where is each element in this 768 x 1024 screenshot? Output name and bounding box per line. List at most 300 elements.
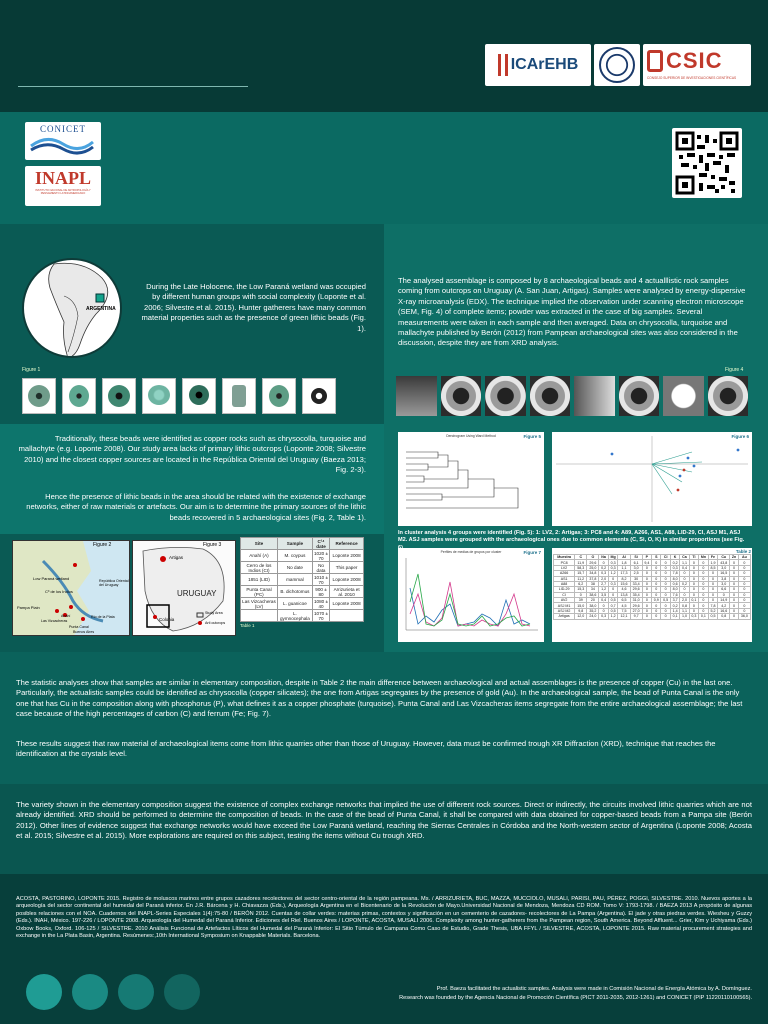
- table-header-cell: Fe: [708, 555, 717, 560]
- table-cell: LV2: [554, 565, 575, 570]
- table-cell: 3,7: [670, 598, 679, 603]
- table-row: [241, 574, 364, 586]
- table-cell: ASJ M2: [554, 608, 575, 613]
- sem-image: [530, 376, 571, 416]
- table-cell: 0: [738, 587, 750, 592]
- table-cell: 0: [730, 571, 739, 576]
- table-header-cell: O: [587, 555, 599, 560]
- bead-image: [182, 378, 216, 414]
- qr-code[interactable]: [672, 128, 742, 198]
- table-cell: 31,0: [630, 598, 642, 603]
- table-cell: 0: [652, 592, 661, 597]
- table-cell: 1,2: [608, 614, 618, 619]
- conicet-wave-icon: [27, 134, 97, 156]
- figure1-beads: [22, 378, 368, 416]
- table-cell: CI: [554, 592, 575, 597]
- table-cell: M. coypus: [277, 550, 312, 562]
- table-cell: 0: [652, 603, 661, 608]
- table-cell: 0: [642, 603, 651, 608]
- table-cell: 0: [689, 565, 698, 570]
- table-cell: 0: [730, 603, 739, 608]
- table-header-cell: Cu: [718, 555, 730, 560]
- table-cell: 0: [642, 581, 651, 586]
- table-cell: Loponte 2008: [330, 598, 364, 610]
- conicet-logo: CONICET: [25, 122, 101, 160]
- table-cell: 2,7: [599, 581, 608, 586]
- table-cell: 14,9: [718, 598, 730, 603]
- table-cell: 0: [689, 587, 698, 592]
- seal-icon: [599, 47, 635, 83]
- figure5-dendrogram: Dendrogram Using Ward Method Figure 5: [398, 432, 544, 526]
- table-cell: 13,8: [618, 592, 630, 597]
- table-cell: 12,0: [575, 614, 587, 619]
- table-cell: 0,3: [689, 614, 698, 619]
- table-cell: 0: [680, 592, 689, 597]
- table-cell: 0: [680, 587, 689, 592]
- table-cell: 0,4: [599, 598, 608, 603]
- table-cell: 0: [699, 592, 709, 597]
- table-cell: 0: [661, 565, 670, 570]
- table-cell: 1070 ± 70: [314, 610, 329, 621]
- table-cell: 1010 ± 70: [314, 574, 329, 585]
- table-cell: [330, 610, 364, 622]
- table-cell: 25,0: [587, 565, 599, 570]
- table-cell: 0: [699, 587, 709, 592]
- table-cell: 0: [599, 608, 608, 613]
- table-cell: 0,5: [661, 598, 670, 603]
- table-cell: 0,5: [608, 598, 618, 603]
- table-cell: 0,8: [680, 603, 689, 608]
- discussion-text: The variety shown in the elementary composition suggest the existence of complex exchange networks that implied the use of different rock sources. Direct or indirectly, the circuits involved lithic quarries which are not already identified. XRD should be performed to determine the composition of beads. In the case of the bead of Punta Canal, it shall be compared with data obtained for copper-based beads from a Pampa site (Berón 2012). Other lines of evidence suggest that exchange networks would have exceed the Low Paraná wetland, reaching the Sierras Centrales in Córdoba and the North-western sector of Argentina (Loponte 2008; Acosta et al. 2015; Silvestre et al. 2015). More explorations are required on this subject, testing the items without Cu trough XRD.: [16, 800, 752, 841]
- table-cell: 43,8: [718, 560, 730, 565]
- table-cell: 0,5: [708, 614, 717, 619]
- table-header-cell: Zn: [730, 555, 739, 560]
- table-cell: 0,8: [718, 614, 730, 619]
- table-cell: 0: [661, 576, 670, 581]
- table-cell: 15,0: [575, 603, 587, 608]
- table-cell: AV2: [554, 598, 575, 603]
- table-header-cell: P: [642, 555, 651, 560]
- bead-image: [22, 378, 56, 414]
- methods-text: The analysed assemblage is composed by 8 archaeological beads and 4 actualllistic rock samples coming from outcrops on Uruguay (A. San Juan, Artigas). Samples were analysed by energy-dispersive X-ray microanalysis (EDX). The technique implied the observation under scanning electron microscope (SEM, Fig. 4) of complete items; powder was extracted in the case of big samples. Several measurements were taken in each sample and then averaged. Data on chrysocolla, turquoise and mallachyte published by Berón (2012) from Pampean archaeological sites was also considered in the discussion, despite they are from XRD analysis.: [398, 276, 746, 348]
- table-cell: 1,1: [618, 565, 630, 570]
- profile-svg: [398, 554, 544, 638]
- table-cell: 3,8: [718, 576, 730, 581]
- table-cell: LID-29: [554, 587, 575, 592]
- figure3-map: Figure 3 Artigas URUGUAY Colonia Study Area Arti outcrops: [132, 540, 236, 636]
- table-cell: 0: [738, 560, 750, 565]
- table-cell: 35,4: [630, 592, 642, 597]
- table-cell: 0: [680, 576, 689, 581]
- table-cell: 0: [699, 603, 709, 608]
- table-cell: 29,6: [630, 587, 642, 592]
- table-cell: 0: [642, 614, 651, 619]
- table-cell: 0: [689, 592, 698, 597]
- bead-image: [102, 378, 136, 414]
- table-cell: 0: [652, 587, 661, 592]
- table1: Site Sample C¹⁴ date Reference Anahí (A) M. coypus 1020 ± 70 Loponte 2008 Cerro de los Indios (CI) No date No data This paper 1851 (LID) mammal 1010 ± 70 Loponte 2008 Punta Canal (PC) B. dichotomus 900 ± 80 Arrizurieta et al. 2010 Las Vizcacheras (LV) L. guanicoe 1080 ± 40 Loponte 2008 L. gymnocephala 1070 ± 70 Table 1: [240, 537, 364, 628]
- table-cell: 0: [738, 565, 750, 570]
- table-cell: 1,8: [618, 560, 630, 565]
- table-cell: 0: [652, 608, 661, 613]
- table-cell: 24,0: [587, 614, 599, 619]
- table-header-cell: Au: [738, 555, 750, 560]
- table-cell: 1080 ± 40: [314, 598, 329, 609]
- table-cell: 0: [599, 603, 608, 608]
- icarehb-logo: ICArEHB: [485, 44, 591, 86]
- table-cell: 0: [661, 587, 670, 592]
- table-cell: 2,0: [680, 598, 689, 603]
- table-cell: 4,5: [618, 603, 630, 608]
- decorative-circle: [26, 974, 62, 1010]
- table-cell: 0: [652, 581, 661, 586]
- table-cell: 0: [642, 598, 651, 603]
- table-cell: 0: [661, 581, 670, 586]
- table-cell: 5,2: [708, 608, 717, 613]
- table-cell: 8,2: [618, 576, 630, 581]
- table-cell: 0,3: [608, 581, 618, 586]
- cluster-caption: In cluster analysis 4 groups were identified (Fig. 5): 1: LV2, 2: Artigas; 3: PC8 and 4: A89, A266, AS1, A88, LID-29, CI, ASJ M1, ASJ M2. ASJ samples were grouped with the archaeological ones due to common elements (C, Si, O, K) in similar proportions (see Fig.: [398, 530, 745, 544]
- table-cell: 0: [652, 565, 661, 570]
- table-header-cell: Muestra: [554, 555, 575, 560]
- sem-image: [441, 376, 482, 416]
- table-cell: 4,6: [618, 587, 630, 592]
- table-cell: L. gymnocephala: [277, 610, 312, 622]
- table-header-cell: Ti: [689, 555, 698, 560]
- table-cell: 0: [708, 576, 717, 581]
- csic-mark-icon: [647, 50, 663, 72]
- table-cell: 0: [730, 565, 739, 570]
- table-cell: 0: [730, 592, 739, 597]
- table-row: [554, 614, 751, 619]
- table-cell: 0: [661, 571, 670, 576]
- table-cell: 1,2: [599, 587, 608, 592]
- table-cell: 37,8: [587, 576, 599, 581]
- table-cell: 0,3: [599, 571, 608, 576]
- table-cell: 7,6: [670, 592, 679, 597]
- table-row: [241, 598, 364, 610]
- table-cell: 38: [587, 581, 599, 586]
- table-cell: 3,5: [599, 592, 608, 597]
- table-cell: 0: [642, 571, 651, 576]
- table-cell: 1020 ± 70: [314, 550, 329, 561]
- sem-image: [663, 376, 704, 416]
- table-cell: 0,7: [608, 603, 618, 608]
- table-cell: 0: [708, 581, 717, 586]
- table-header-cell: Al: [618, 555, 630, 560]
- table-cell: 3,0: [630, 565, 642, 570]
- table-cell: 0,9: [652, 598, 661, 603]
- table-cell: 0: [661, 608, 670, 613]
- table-cell: 0,6: [670, 581, 679, 586]
- figure6-pca: Figure 6: [552, 432, 752, 526]
- table-cell: No data: [312, 562, 329, 574]
- table-cell: 1,1: [680, 608, 689, 613]
- table-cell: 0: [642, 587, 651, 592]
- table-cell: 16,6: [718, 608, 730, 613]
- figure7-chart: Perfiles de medias de grupos por cluster Figure 7: [398, 548, 544, 642]
- table-cell: 2,0: [599, 576, 608, 581]
- table-cell: Las Vizcacheras (LV): [242, 598, 276, 609]
- table-cell: 29,6: [587, 560, 599, 565]
- table-cell: B. dichotomus: [277, 586, 312, 598]
- table-cell: 0: [708, 592, 717, 597]
- table-cell: 38,6: [587, 592, 599, 597]
- table-cell: ASJ M1: [554, 603, 575, 608]
- table-cell: 0: [661, 592, 670, 597]
- acknowledgement-1: Prof. Baeza facilitated the actualistic samples. Analysis were made in Comisión Nacional de Energía Atómica by A. Domínguez.: [436, 986, 752, 992]
- table-cell: 1,0: [680, 614, 689, 619]
- table-header-cell: Mn: [699, 555, 709, 560]
- table-cell: 12,1: [618, 614, 630, 619]
- table-cell: 6,1: [630, 560, 642, 565]
- table-cell: 34: [587, 587, 599, 592]
- table-cell: 7,5: [618, 608, 630, 613]
- table-cell: 16,5: [718, 571, 730, 576]
- table-cell: 0: [661, 614, 670, 619]
- sem-image: [619, 376, 660, 416]
- table-cell: 0: [738, 603, 750, 608]
- table-cell: 0: [652, 576, 661, 581]
- table-cell: 15,6: [618, 581, 630, 586]
- references-text: ACOSTA, PASTORINO, LOPONTE 2015. Registro de moluscos marinos entre grupos cazadores recolectores del sector centro-oriental de la región pampeana. Ms. / ARRIZURIETA, BUC, MAZZA, MUCCIOLO, MUSALI, PARISI, PAU, PÉREZ, POGGI, SILVESTRE. 2010. Nuevos aportes a la arqueología del sector continental del humedal del Paraná inferior. En J.R. Bárcena y H. Chiavazza (Eds.), Arqueología Argentina en el Bicentenario de la Revolución de Mayo.Universidad Nacional de Mendoza, Mendoza CD ROM. Tomo V: 1793-1798. / BAEZA 2013 A propósito de algunas posibles relaciones con el NOA. Cuadernos del INAPL-Series Especiales 1(4):75-80 / BERÓN 2012. Cuentas de collar verdes: materias primas, contextos y significación en un cementerio de cazadores- recolectores de La Pampa (Argentina). El jade y otras piedras verdes. Wiesheu y Guzzy (Eds.). INAH, México. 197-226 / LOPONTE 2008. Arqueología del Humedal del Paraná Inferior. Ediciones del Riel. Buenos Aires / LOPONTE, ACOSTA, MUSALI 2006. Complexity among hunter-gatherers from the Pampean region, South America. Beyond Affluent... Grier, Kim y Uchiyama (Eds.) Oxbow Books, Oxford. 106-125 / SILVESTRE. 2010 Análisis Funcional de Artefactos Líticos del Humedal del Paraná Inferior: El Sitio Túmulo de Campana Como Caso de Estudio, Grade Thesis, UBA FFYL / SILVESTRE, ACOSTA, LOPONTE 2015. Raw material procurement strategies and exchange in the La Plata Basin, Argentina. Resúmenes:,10th International Symposium on Knappable Materials. Barcelona.: [16, 896, 752, 940]
- table-cell: L. guanicoe: [277, 598, 312, 610]
- table-cell: 0: [730, 560, 739, 565]
- pca-svg: [552, 432, 752, 526]
- table-header-cell: Ca: [680, 555, 689, 560]
- table-cell: 6,6: [718, 587, 730, 592]
- table-cell: 0: [718, 592, 730, 597]
- bead-image: [262, 378, 296, 414]
- table-cell: 0: [738, 576, 750, 581]
- table-cell: 0: [738, 571, 750, 576]
- table-cell: 7,8: [670, 571, 679, 576]
- table-cell: 11,9: [575, 560, 587, 565]
- table-cell: Punta Canal (PC): [241, 586, 278, 598]
- table-cell: 29,6: [630, 603, 642, 608]
- table-cell: 1,1: [680, 560, 689, 565]
- table-cell: Arrizurieta et al. 2010: [330, 586, 364, 598]
- table-cell: 0: [730, 608, 739, 613]
- table-cell: 0: [730, 576, 739, 581]
- results-text-1: The statistic analyses show that samples are similar in elementary composition, despite in Table 2 the main difference between archaeological and actual assemblages is the presence of copper (Cu) in the last one. Particularly, the actualistic samples could be identified as chrysocolla (copper silicates); the one from Artigas segregates by the presence of gold (Au). In the archaeological sample, the bead of Punta Canal is the only one that has Cu in the composition along with phosphorus (P), what defines it as a copper phosphate (turquoise). Punta Canal and Las Vizcacheras items segregate from the entire archaeological assemblage; the last case because of the high percentages of carbon (C) and ferrum (Fe; Fig. 7).: [16, 678, 743, 719]
- table-cell: 0: [730, 614, 739, 619]
- table-cell: No date: [277, 562, 312, 574]
- bead-image: [302, 378, 336, 414]
- table-cell: 0: [642, 565, 651, 570]
- csic-logo: CSIC CONSEJO SUPERIOR DE INVESTIGACIONES CIENTÍFICAS: [643, 44, 751, 86]
- table-cell: 0: [689, 608, 698, 613]
- table-header-cell: Na: [599, 555, 608, 560]
- table2: Table 2 Muestra C O Na Mg Al Si P S Cl K Ca Ti Mn Fe Cu Zn Au PC8 11,9 29,6 0 0,3 1,8 6,1 9,4 0 0 0,2 1,1 0 0 1,9 43,8 0 0 LV2 58,3 25,0 0,2 0,3 1,1 3,0 0 0 0 0,3 0,4 0 0 8,5 3,0 0 0 A266 15,7 34,8 0,3 1,2 17,3 2,5 0 0 0 7,8 0 0 0 0 16,5 0 0 AS1 11,2 37,8 2,0 0 8,2 30 0 0 0 8,0 0 0 0 0 3,8 0 0 A88 6,2 38 2,7 0,3 15,6 33,4 0 0 0 0,6 0,2 0 0 0 3,0 0 0 LID-29 15,3 34 1,2 0 4,6 29,6 0 0 0 8,0 0 0 0 0 6,6 0 0 CI 0 38,6 3,5 0 13,8 35,4 0 0 0 7,6 0 0 0 0 0 0 0 AV2 39 20 0,4 0,5 6,5 31,0 0 0,9 0,5 3,7 2,0 0,1 0 0 14,9 0 0 ASJ M1 15,0 38,0 0 0,7 4,5 29,6 0 0 0 0,2 0,8 0 0 7,8 4,2 0 0 ASJ M2 9,8 35,2 0 0,5 7,5 27,0 0 0 0 1,4 1,1 0 0 5,2 16,6 0 0 Artigas 12,0 24,0 0,3 1,2 12,1 9,7 0 0 0 0,1 1,0 0,3 0,1 0,5 0,8 0 36,0: [552, 548, 752, 642]
- table-cell: A266: [554, 571, 575, 576]
- traditionally-text: Traditionally, these beads were identified as copper rocks such as chrysocolla, turquoise and mallachyte (e.g. Loponte 2008). Our study area lacks of primary lithic outcrops (Loponte 2008; Silvestre 2010) and the closest copper sources are located in the República Oriental del Uruguay (Baeza 2013; Fig. 2-3).: [18, 434, 366, 475]
- figure4-label: Figure 4: [725, 367, 744, 373]
- table-cell: 0: [699, 608, 709, 613]
- table-cell: 0: [699, 598, 709, 603]
- table-header-cell: Si: [630, 555, 642, 560]
- table-cell: 0: [689, 581, 698, 586]
- table-cell: 0: [661, 603, 670, 608]
- table-cell: 1,9: [708, 560, 717, 565]
- table-cell: 3,0: [718, 581, 730, 586]
- table-cell: 36,0: [738, 614, 750, 619]
- bead-image: [222, 378, 256, 414]
- table-cell: 34,8: [587, 571, 599, 576]
- table-cell: 0: [699, 565, 709, 570]
- table-cell: 0: [708, 598, 717, 603]
- table-cell: 0: [652, 560, 661, 565]
- table-cell: 0,3: [599, 614, 608, 619]
- map-inset: ARGENTINA: [22, 258, 122, 358]
- figure1-label: Figure 1: [22, 367, 41, 373]
- table-cell: 0: [608, 592, 618, 597]
- table-cell: mammal: [277, 574, 312, 586]
- table-cell: 0,5: [608, 608, 618, 613]
- dendrogram-svg: [398, 438, 544, 522]
- table-cell: 7,8: [708, 603, 717, 608]
- table-cell: 0: [608, 576, 618, 581]
- table-cell: 27,0: [630, 608, 642, 613]
- table-cell: 0: [680, 571, 689, 576]
- table-cell: 38,0: [587, 603, 599, 608]
- table-cell: 0: [642, 576, 651, 581]
- table-cell: 0: [699, 576, 709, 581]
- table-cell: 8,0: [670, 587, 679, 592]
- table-cell: 0: [689, 576, 698, 581]
- table-cell: 0: [738, 581, 750, 586]
- qr-icon: [675, 131, 739, 195]
- table-cell: 0: [575, 592, 587, 597]
- table-cell: Loponte 2008: [330, 550, 364, 562]
- table-cell: 1851 (LID): [241, 574, 278, 586]
- logo-band: [0, 112, 768, 224]
- table-cell: 0,4: [680, 565, 689, 570]
- table-row: [241, 586, 364, 598]
- table-cell: 0: [599, 560, 608, 565]
- table-cell: 1,4: [670, 608, 679, 613]
- figure4-sem: [396, 376, 748, 416]
- table-cell: AS1: [554, 576, 575, 581]
- table-cell: 0: [699, 571, 709, 576]
- table-cell: 0,2: [599, 565, 608, 570]
- table-cell: 0: [699, 581, 709, 586]
- table-cell: 9,4: [642, 560, 651, 565]
- table-cell: 900 ± 80: [312, 586, 329, 598]
- table-cell: 0: [652, 571, 661, 576]
- decorative-circle: [72, 974, 108, 1010]
- table-cell: Anahí (A): [241, 550, 278, 562]
- table-cell: 33,4: [630, 581, 642, 586]
- table-cell: 4,2: [718, 603, 730, 608]
- table-cell: 35,2: [587, 608, 599, 613]
- decorative-circle: [164, 974, 200, 1010]
- results-text-2: These results suggest that raw material of archaeological items come from lithic quarries other than those of Uruguay. However, data must be confirmed trough XR Diffraction (XRD), technique that reaches the identification at the crystals level.: [16, 739, 716, 759]
- table-cell: 39: [575, 598, 587, 603]
- table-header-cell: Mg: [608, 555, 618, 560]
- table-cell: 0: [708, 571, 717, 576]
- table-cell: 58,3: [575, 565, 587, 570]
- table-cell: Loponte 2008: [330, 574, 364, 586]
- table-cell: 3,0: [718, 565, 730, 570]
- table-cell: 2,5: [630, 571, 642, 576]
- table-cell: 0,3: [670, 565, 679, 570]
- icarehb-mark-icon: [498, 54, 508, 76]
- sem-image: [485, 376, 526, 416]
- table-cell: 0: [652, 614, 661, 619]
- table-cell: 0: [738, 592, 750, 597]
- table-cell: This paper: [330, 562, 364, 574]
- table-cell: 8,0: [670, 576, 679, 581]
- table-row: [241, 562, 364, 574]
- sem-image: [574, 376, 615, 416]
- table-cell: 6,2: [575, 581, 587, 586]
- title-underline: [18, 86, 248, 87]
- table-cell: 17,3: [618, 571, 630, 576]
- inapl-logo: INAPL INSTITUTO NACIONAL DE ANTROPOLOGÍA Y PENSAMIENTO LATINOAMERICANO: [25, 166, 101, 206]
- table-cell: Artigas: [554, 614, 575, 619]
- table-cell: 0,2: [670, 560, 679, 565]
- acknowledgement-2: Research was founded by the Agencia Nacional de Promoción Científica (PICT 2011-2035, 2012-1261) and CONICET (PIP 11220110100565).: [399, 995, 752, 1001]
- table-cell: 9,7: [630, 614, 642, 619]
- table-cell: 0,3: [608, 560, 618, 565]
- table-cell: 0: [608, 587, 618, 592]
- bead-image: [62, 378, 96, 414]
- table-cell: 0: [642, 592, 651, 597]
- table-header-cell: K: [670, 555, 679, 560]
- table-header-cell: S: [652, 555, 661, 560]
- table-cell: 6,5: [618, 598, 630, 603]
- table-cell: 0: [689, 560, 698, 565]
- table-cell: 0: [708, 587, 717, 592]
- table-cell: 0,1: [689, 598, 698, 603]
- table-cell: PC8: [554, 560, 575, 565]
- intro-text: During the Late Holocene, the Low Paraná wetland was occupied by different human groups with social complexity (Loponte et al. 2006; Silvestre et al. 2015). Hunter gatherers have many common material properties such as the presence of green lithic beads (Fig. 1).: [141, 282, 366, 333]
- decorative-circle: [118, 974, 154, 1010]
- table-cell: 30: [630, 576, 642, 581]
- table-cell: Cerro de los Indios (CI): [241, 562, 278, 574]
- table-cell: 0: [730, 587, 739, 592]
- table-row: [241, 550, 364, 562]
- table-cell: 0: [699, 560, 709, 565]
- table-cell: 1,2: [608, 571, 618, 576]
- table-cell: 15,3: [575, 587, 587, 592]
- table-cell: 0: [730, 581, 739, 586]
- hence-text: Hence the presence of lithic beads in the area should be related with the existence of exchange networks, either of raw materials or artefacts. Our aim is to determine the primary sources of the lithic beads recovered in 5 archaeological sites (Fig. 2, Table 1).: [26, 492, 366, 522]
- table-cell: 0,2: [670, 603, 679, 608]
- table-header-cell: Cl: [661, 555, 670, 560]
- sem-image: [708, 376, 749, 416]
- table-cell: 11,2: [575, 576, 587, 581]
- table-cell: A88: [554, 581, 575, 586]
- university-seal: [594, 44, 640, 86]
- table-cell: 0,1: [699, 614, 709, 619]
- table-cell: 0: [642, 608, 651, 613]
- table-cell: 0: [689, 571, 698, 576]
- table-cell: 0,1: [670, 614, 679, 619]
- table-cell: 0,3: [608, 565, 618, 570]
- table-cell: 9,8: [575, 608, 587, 613]
- table-cell: 0: [738, 608, 750, 613]
- table-cell: 0,2: [680, 581, 689, 586]
- bead-image: [142, 378, 176, 414]
- table-cell: [241, 610, 278, 622]
- table-row: [241, 610, 364, 622]
- sem-image: [396, 376, 437, 416]
- table-cell: 0: [661, 560, 670, 565]
- table-cell: 20: [587, 598, 599, 603]
- table-cell: 0: [730, 598, 739, 603]
